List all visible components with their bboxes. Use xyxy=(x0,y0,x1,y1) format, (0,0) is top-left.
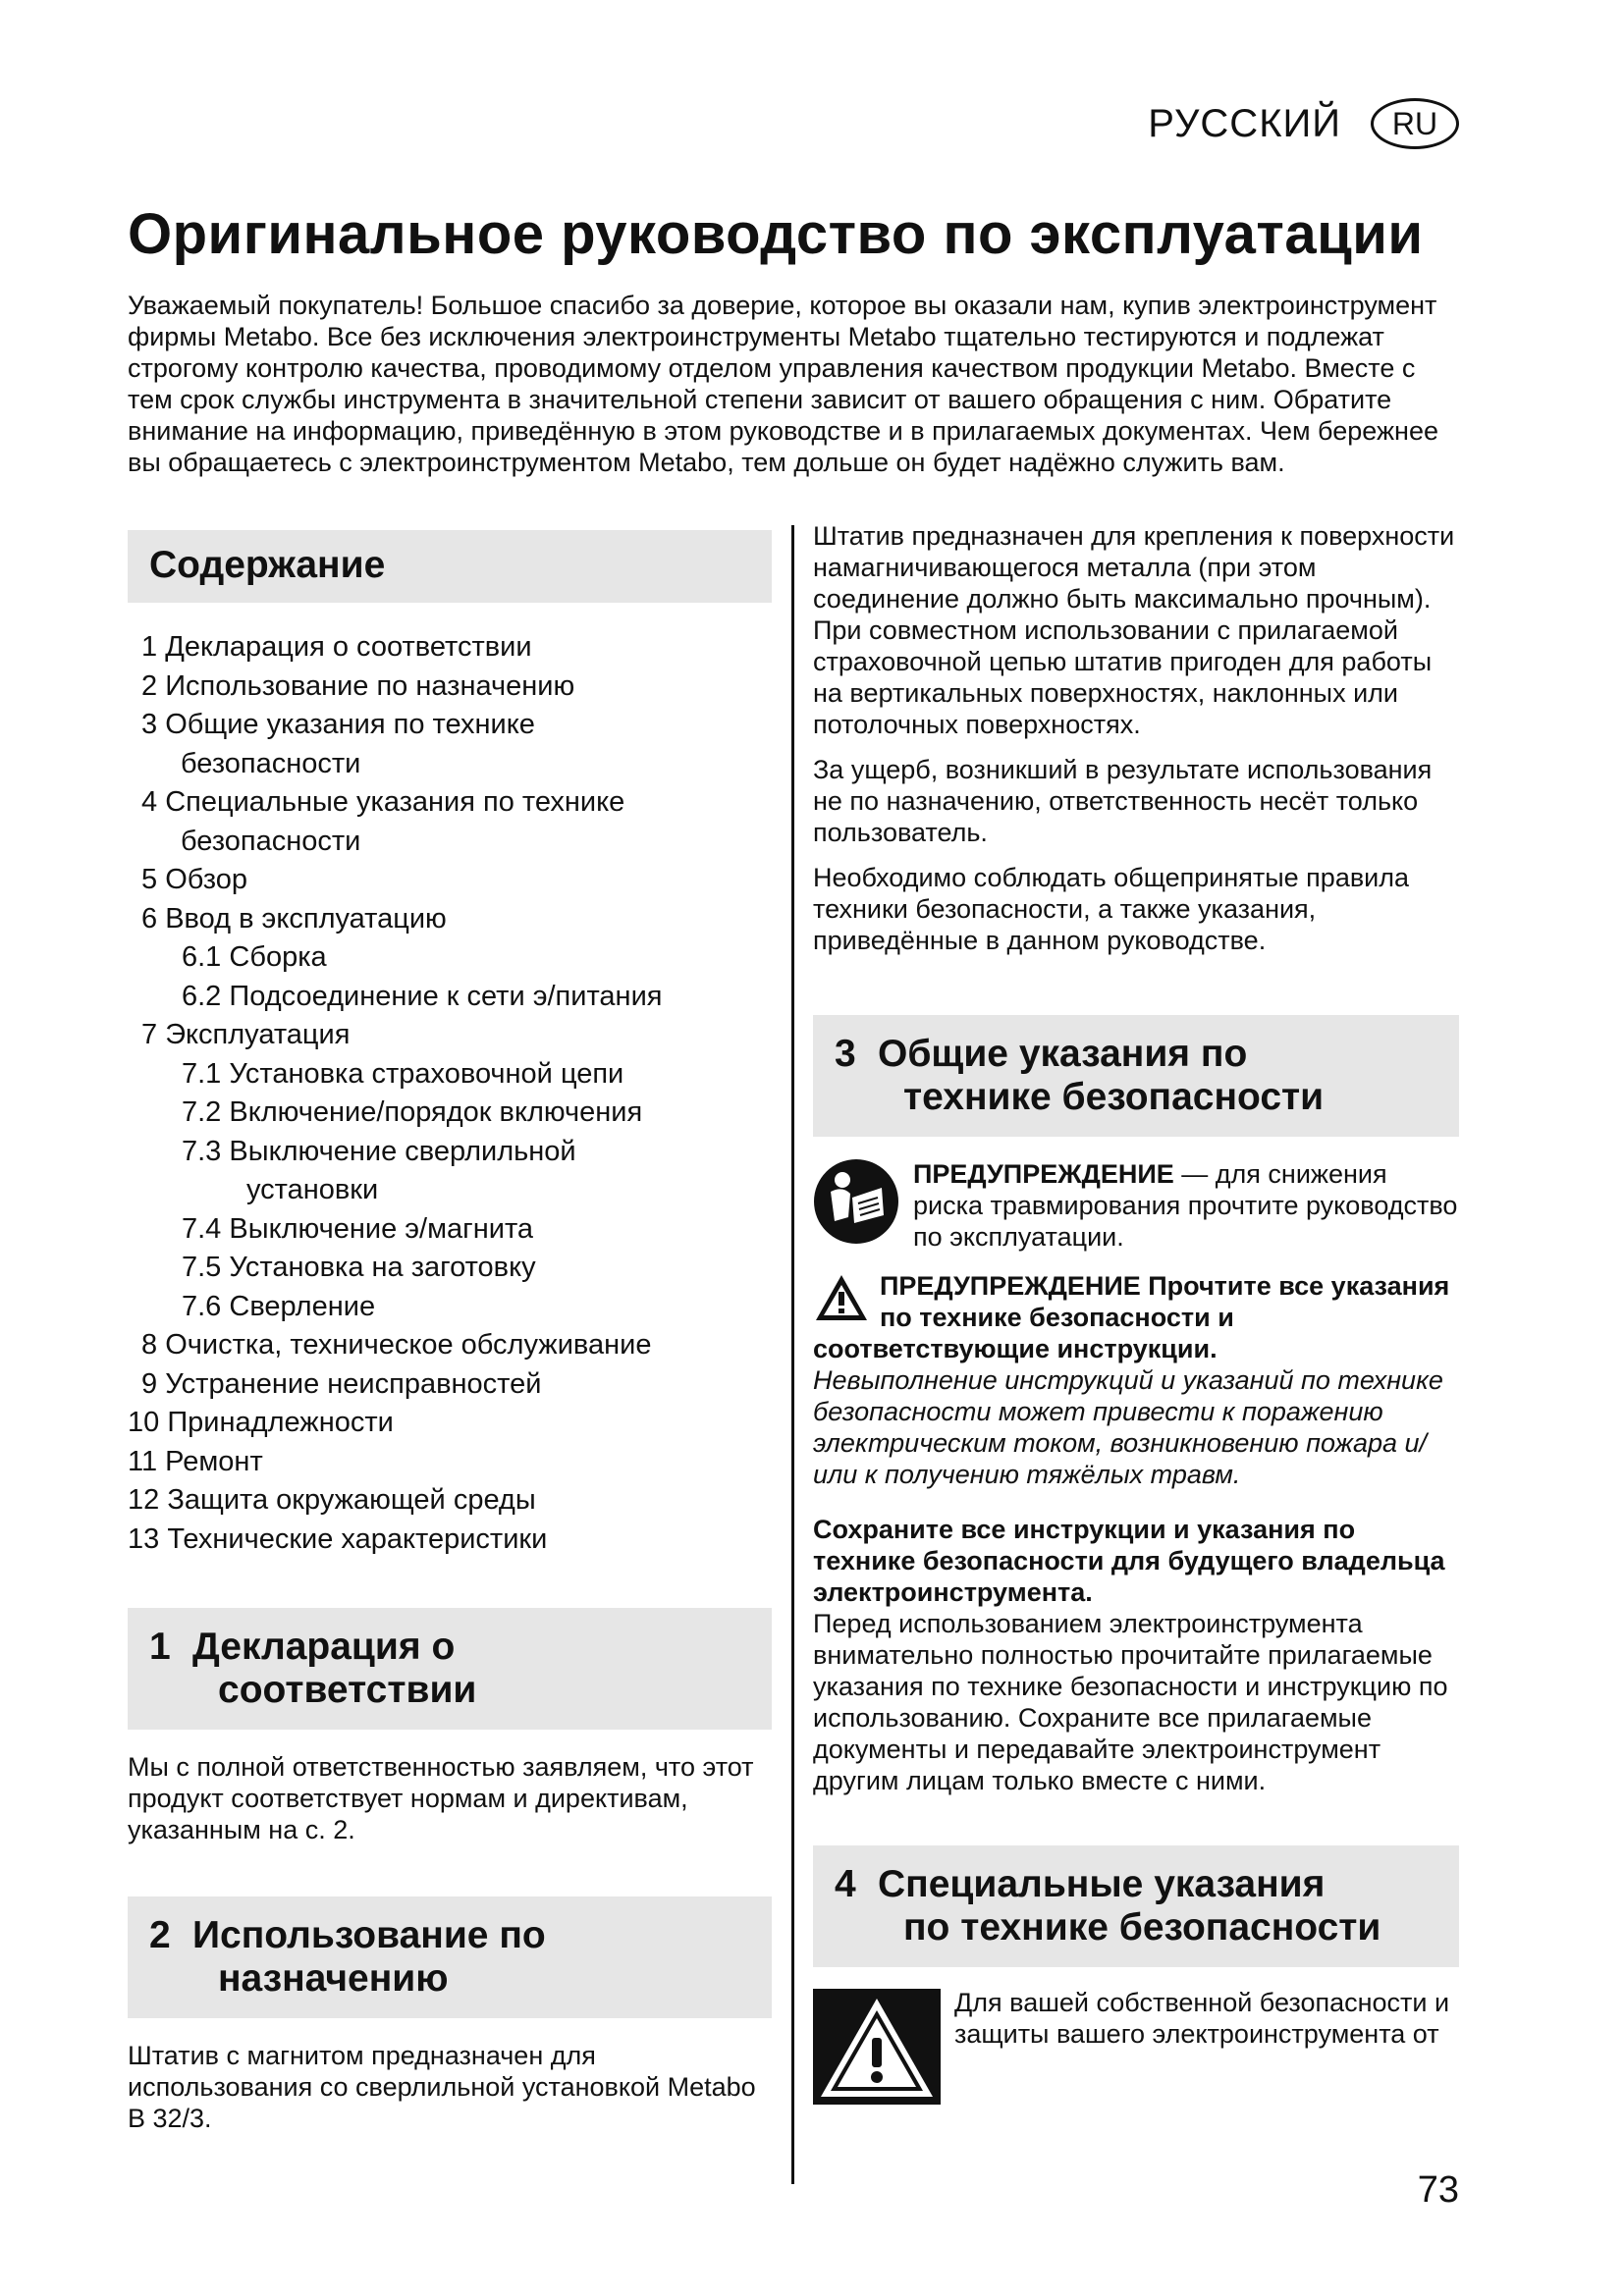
contents-item-text: Специальные указания по технике xyxy=(165,786,625,818)
section3-title: Общие указания по xyxy=(878,1033,1248,1075)
section4-heading-box xyxy=(813,1845,1459,1967)
section2-title-cont: назначению xyxy=(218,1957,449,2000)
contents-item-number: 7.4 xyxy=(182,1212,222,1245)
section1-number: 1 xyxy=(149,1626,171,1668)
warning-triangle-icon xyxy=(813,1272,870,1323)
contents-item xyxy=(128,1404,772,1443)
contents-list xyxy=(128,628,772,1559)
read-manual-warning xyxy=(813,1158,1459,1253)
left-column xyxy=(128,530,772,2134)
section4-text: Для вашей собственной безопасности и защиты вашего электроинструмента от xyxy=(954,1988,1450,2049)
contents-item-text: Ремонт xyxy=(165,1445,263,1477)
contents-item-text: Выключение сверлильной xyxy=(229,1135,576,1167)
contents-item xyxy=(128,900,772,939)
contents-item xyxy=(128,706,772,783)
contents-item-text: Включение/порядок включения xyxy=(229,1096,643,1128)
section4-title: Специальные указания xyxy=(878,1863,1326,1905)
contents-item xyxy=(128,1249,772,1288)
section2-text: Штатив с магнитом предназначен для использования со сверлильной установкой Metabo B 32/3. xyxy=(128,2041,756,2133)
contents-item-text: Принадлежности xyxy=(167,1407,394,1438)
contents-item xyxy=(128,1365,772,1405)
contents-item-text: Выключение э/магнита xyxy=(229,1212,534,1245)
keep-instructions-text: Перед использованием электроинструмента внимательно полностью прочитайте прилагаемые указания по технике безопасности и инструкцию по использованию. Сохраните все прилагаемые документы и передавайте электроинструмент другим лицам только вместе с ними. xyxy=(813,1609,1448,1795)
section1-heading-box xyxy=(128,1608,772,1730)
contents-item-number: 7.1 xyxy=(182,1057,222,1090)
contents-item-number: 11 xyxy=(128,1445,158,1477)
section3-heading-box xyxy=(813,1015,1459,1137)
contents-item-number: 7.6 xyxy=(182,1290,222,1322)
contents-item-number: 9 xyxy=(141,1367,158,1400)
read-manual-warning-text xyxy=(913,1158,1459,1253)
contents-item-number: 6.1 xyxy=(182,941,222,973)
section1-title: Декларация о xyxy=(192,1626,456,1668)
keep-instructions-bold: Сохраните все инструкции и указания по технике безопасности для будущего владельца электроинструмента. xyxy=(813,1515,1445,1607)
contents-item-text: Технические характеристики xyxy=(167,1522,548,1555)
contents-item-number: 13 xyxy=(128,1522,160,1555)
contents-item xyxy=(128,1443,772,1482)
contents-item-number: 1 xyxy=(141,631,158,663)
contents-item-text: Сборка xyxy=(229,941,327,973)
warning2-bold-text: ПРЕДУПРЕЖДЕНИЕ Прочтите все указания по технике безопасности и соответствующие инструкции. xyxy=(813,1271,1450,1363)
section4-heading xyxy=(835,1863,1437,1949)
section4-title-cont: по технике безопасности xyxy=(903,1906,1381,1949)
keep-instructions-block xyxy=(813,1514,1459,1796)
contents-item xyxy=(128,1094,772,1133)
usage-paragraph-3: Необходимо соблюдать общепринятые правила техники безопасности, а также указания, приведённые в данном руководстве. xyxy=(813,863,1410,955)
page-number: 73 xyxy=(1417,2169,1459,2211)
contents-item-number: 8 xyxy=(141,1329,158,1361)
page-title: Оригинальное руководство по эксплуатации xyxy=(128,202,1424,266)
contents-item-text: Использование по назначению xyxy=(165,669,575,702)
warning1-label: ПРЕДУПРЕЖДЕНИЕ xyxy=(913,1159,1174,1189)
contents-item xyxy=(128,978,772,1017)
read-manual-icon xyxy=(813,1158,899,1250)
contents-item xyxy=(128,861,772,900)
contents-heading-box xyxy=(128,530,772,603)
contents-item-text: Установка на заготовку xyxy=(229,1252,536,1283)
section2-number: 2 xyxy=(149,1914,171,1956)
contents-item xyxy=(128,1326,772,1365)
language-badge: RU xyxy=(1371,98,1459,149)
column-divider xyxy=(791,525,794,2184)
contents-item-continuation: безопасности xyxy=(181,825,361,857)
section3-heading xyxy=(835,1033,1437,1119)
contents-item xyxy=(128,1055,772,1095)
section2-heading xyxy=(149,1914,750,2001)
contents-item-number: 7.3 xyxy=(182,1135,222,1167)
contents-item xyxy=(128,783,772,861)
contents-heading: Содержание xyxy=(149,544,386,586)
section1-text: Мы с полной ответственностью заявляем, что этот продукт соответствует нормам и директивам, указанным на с. 2. xyxy=(128,1752,754,1844)
section1-title-cont: соответствии xyxy=(218,1669,477,1711)
contents-item-number: 6.2 xyxy=(182,980,222,1012)
section2-title: Использование по xyxy=(192,1914,546,1956)
contents-item-text: Ввод в эксплуатацию xyxy=(165,902,447,934)
contents-item xyxy=(128,1288,772,1327)
language-label: РУССКИЙ xyxy=(1148,101,1341,145)
contents-item-number: 3 xyxy=(141,709,158,740)
general-warning-block xyxy=(813,1270,1459,1490)
contents-item-number: 6 xyxy=(141,902,158,934)
section3-title-cont: технике безопасности xyxy=(903,1076,1325,1118)
contents-item-text: Подсоединение к сети э/питания xyxy=(229,980,663,1012)
contents-item xyxy=(128,667,772,707)
warning1-text: — для снижения риска травмирования прочтите руководство по эксплуатации. xyxy=(913,1159,1458,1252)
contents-item-text: Очистка, техническое обслуживание xyxy=(165,1329,652,1361)
contents-item-continuation: безопасности xyxy=(181,747,361,779)
contents-item-text: Декларация о соответствии xyxy=(165,631,532,663)
section2-heading-box xyxy=(128,1896,772,2018)
contents-item-number: 7.2 xyxy=(182,1096,222,1128)
section1-heading xyxy=(149,1626,750,1712)
contents-item-number: 7.5 xyxy=(182,1252,222,1283)
contents-item-text: Обзор xyxy=(165,864,247,895)
section4-number: 4 xyxy=(835,1863,856,1905)
contents-item-number: 10 xyxy=(128,1407,160,1438)
usage-paragraph-1: Штатив предназначен для крепления к поверхности намагничивающегося металла (при этом соединение должно быть максимально прочным). При совместном использовании с прилагаемой страховочной цепью штатив пригоден для работы на вертикальных поверхностях, наклонных или потолочных поверхностях. xyxy=(813,521,1455,739)
contents-item-text: Установка страховочной цепи xyxy=(229,1057,624,1090)
contents-item xyxy=(128,1016,772,1055)
contents-item-number: 12 xyxy=(128,1484,160,1516)
contents-item-text: Защита окружающей среды xyxy=(167,1484,536,1516)
contents-item-number: 4 xyxy=(141,786,158,818)
language-header xyxy=(1148,98,1459,149)
warning2-italic-text: Невыполнение инструкций и указаний по технике безопасности может привести к поражению электрическим током, возникновению пожара и/или к получению тяжёлых травм. xyxy=(813,1365,1443,1489)
contents-item-text: Общие указания по технике xyxy=(165,709,535,740)
contents-item xyxy=(128,1210,772,1250)
safety-warning xyxy=(813,1989,1459,2105)
contents-item xyxy=(128,1521,772,1560)
contents-item-text: Устранение неисправностей xyxy=(165,1367,542,1400)
contents-item xyxy=(128,628,772,667)
intro-paragraph: Уважаемый покупатель! Большое спасибо за доверие, которое вы оказали нам, купив электроинструмент фирмы Metabo. Все без исключения электроинструменты Metabo тщательно тестируются и подлежат строгому контролю качества, проводимому отделом управления качеством продукции Metabo. Вместе с тем срок службы инструмента в значительной степени зависит от вашего обращения с ним. Обратите внимание на информацию, приведённую в этом руководстве и в прилагаемых документах. Чем бережнее вы обращаетесь с электроинструментом Metabo, тем дольше он будет надёжно служить вам. xyxy=(128,291,1438,477)
usage-paragraph-2: За ущерб, возникший в результате использования не по назначению, ответственность несёт только пользователь. xyxy=(813,755,1433,847)
contents-item xyxy=(128,938,772,978)
contents-item-text: Эксплуатация xyxy=(165,1019,351,1050)
contents-item-continuation: установки xyxy=(246,1174,379,1205)
contents-item xyxy=(128,1481,772,1521)
right-column xyxy=(813,520,1459,2105)
contents-item-number: 5 xyxy=(141,864,158,895)
section3-number: 3 xyxy=(835,1033,856,1075)
contents-item-number: 7 xyxy=(141,1019,158,1050)
contents-item xyxy=(128,1133,772,1210)
contents-item-number: 2 xyxy=(141,669,158,702)
large-warning-triangle-icon xyxy=(813,1989,941,2105)
contents-item-text: Сверление xyxy=(229,1290,376,1322)
